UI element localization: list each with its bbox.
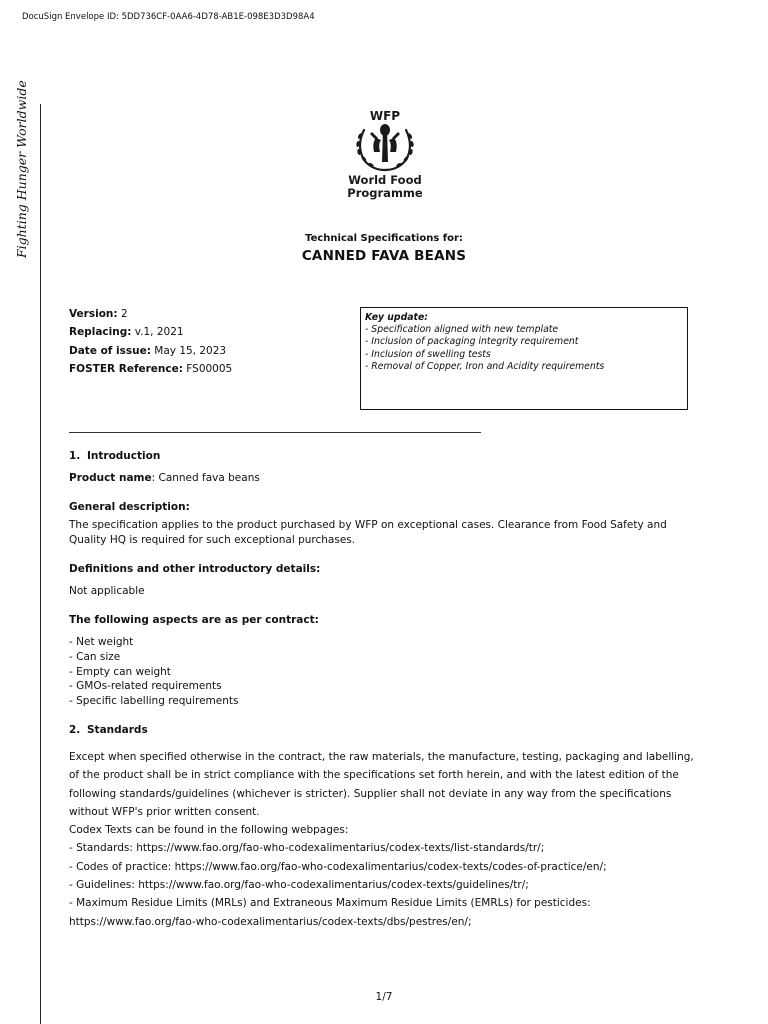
date-row: Date of issue: May 15, 2023 bbox=[69, 344, 227, 357]
key-update-item: - Inclusion of packaging integrity requirement bbox=[365, 336, 579, 348]
intro-heading: 1. Introduction bbox=[69, 450, 161, 462]
spec-heading: Technical Specifications for: bbox=[305, 233, 463, 244]
key-update-item: - Removal of Copper, Iron and Acidity requirements bbox=[365, 360, 605, 372]
general-description-heading: General description: bbox=[69, 501, 190, 513]
version-row: Version: 2 bbox=[69, 308, 128, 320]
standards-heading: 2. Standards bbox=[69, 724, 148, 736]
page-number: 1/7 bbox=[375, 991, 393, 1003]
section-divider bbox=[69, 432, 481, 433]
list-item: - Empty can weight bbox=[69, 665, 171, 678]
key-update-box bbox=[360, 307, 688, 410]
side-slogan: Fighting Hunger Worldwide bbox=[14, 80, 29, 258]
list-item: - Specific labelling requirements bbox=[69, 695, 239, 708]
wfp-logo bbox=[340, 108, 430, 213]
contract-list bbox=[69, 635, 238, 709]
svg-text:WFP: WFP bbox=[369, 109, 401, 123]
logo-line-2: Programme bbox=[347, 186, 423, 200]
product-name: Product name: Canned fava beans bbox=[69, 472, 260, 484]
codex-intro: Codex Texts can be found in the following webpages: bbox=[69, 824, 349, 837]
key-update-title: Key update: bbox=[365, 312, 428, 323]
definitions-text: Not applicable bbox=[69, 585, 145, 597]
codex-link: - Maximum Residue Limits (MRLs) and Extraneous Maximum Residue Limits (EMRLs) for pesticides: bbox=[69, 897, 591, 910]
list-item: - Can size bbox=[69, 650, 121, 663]
standards-section bbox=[69, 748, 701, 931]
list-item: - GMOs-related requirements bbox=[69, 680, 222, 693]
codex-link: https://www.fao.org/fao-who-codexalimentarius/codex-texts/dbs/pestres/en/; bbox=[69, 915, 472, 928]
key-update-item: - Specification aligned with new template bbox=[365, 324, 559, 336]
key-update-item: - Inclusion of swelling tests bbox=[365, 348, 491, 360]
wfp-emblem-icon bbox=[350, 108, 420, 174]
foster-row: FOSTER Reference: FS00005 bbox=[69, 362, 233, 375]
codex-link: - Guidelines: https://www.fao.org/fao-who-codexalimentarius/codex-texts/guidelines/tr/; bbox=[69, 879, 529, 892]
codex-link: - Codes of practice: https://www.fao.org/fao-who-codexalimentarius/codex-texts/codes-of-practice/en/; bbox=[69, 860, 607, 873]
document-title: CANNED FAVA BEANS bbox=[301, 248, 467, 264]
definitions-heading: Definitions and other introductory details: bbox=[69, 563, 321, 575]
contract-heading: The following aspects are as per contract: bbox=[69, 614, 319, 626]
list-item: - Net weight bbox=[69, 636, 134, 648]
document-meta bbox=[69, 305, 232, 378]
envelope-id: DocuSign Envelope ID: 5DD736CF-0AA6-4D78-AB1E-098E3D3D98A4 bbox=[22, 12, 315, 22]
logo-line-1: World Food bbox=[348, 173, 422, 187]
codex-link: - Standards: https://www.fao.org/fao-who-codexalimentarius/codex-texts/list-standards/tr/; bbox=[69, 842, 545, 855]
replacing-row: Replacing: v.1, 2021 bbox=[69, 326, 184, 339]
standards-paragraph: Except when specified otherwise in the contract, the raw materials, the manufacture, testing, packaging and labelling, of the product shall be in strict compliance with the specifications set forth herein, and with the latest edition of the following standards/guidelines (whichever is stricter). Supplier shall not deviate in any way from the specifications without WFP's prior written consent. bbox=[69, 751, 694, 818]
general-description-text: The specification applies to the product purchased by WFP on exceptional cases. Clearance from Food Safety and Quality HQ is required for such exceptional purchases. bbox=[69, 519, 667, 546]
